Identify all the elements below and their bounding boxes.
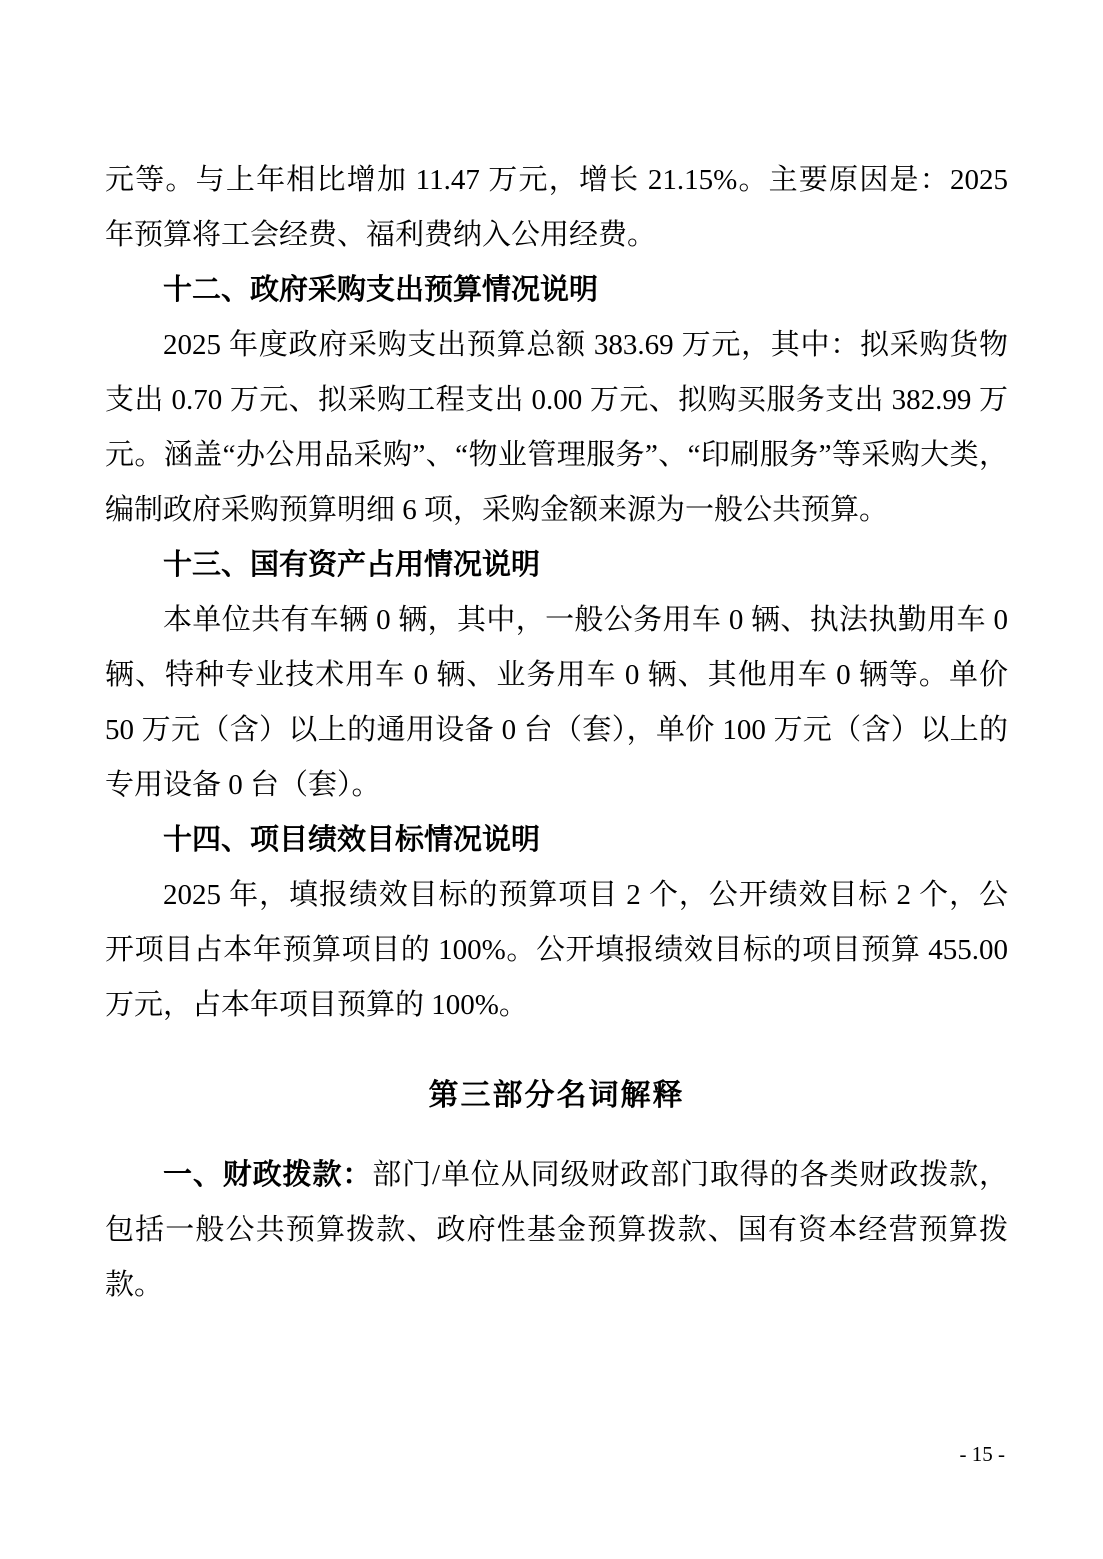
section-heading-14: 十四、项目绩效目标情况说明	[163, 824, 541, 856]
page-number: - 15 -	[959, 1442, 1005, 1466]
paragraph-carryover: 元等。与上年相比增加 11.47 万元，增长 21.15%。主要原因是：2025 年预算将工会经费、福利费纳入公用经费。	[105, 164, 1008, 251]
term-1-label: 一、财政拨款：	[163, 1159, 373, 1191]
part3-title: 第三部分名词解释	[428, 1079, 685, 1112]
term-definition-1	[105, 1148, 1008, 1313]
section-14-body: 2025 年，填报绩效目标的预算项目 2 个，公开绩效目标 2 个，公开项目占本年预算项目的 100%。公开填报绩效目标的项目预算 455.00 万元，占本年项目预算的 100%。	[105, 879, 1008, 1021]
section-heading-12: 十二、政府采购支出预算情况说明	[163, 274, 599, 306]
section-12-body: 2025 年度政府采购支出预算总额 383.69 万元，其中：拟采购货物支出 0.70 万元、拟采购工程支出 0.00 万元、拟购买服务支出 382.99 万元。涵盖“办公用品采购”、“物业管理服务”、“印刷服务”等采购大类，编制政府采购预算明细 6 项，采购金额来源为一般公共预算。	[105, 329, 1008, 526]
term-1-body: 部门/单位从同级财政部门取得的各类财政拨款，包括一般公共预算拨款、政府性基金预算拨款、国有资本经营预算拨款。	[105, 1159, 1008, 1301]
section-13-body: 本单位共有车辆 0 辆，其中，一般公务用车 0 辆、执法执勤用车 0 辆、特种专业技术用车 0 辆、业务用车 0 辆、其他用车 0 辆等。单价 50 万元（含）以上的通用设备 0 台（套），单价 100 万元（含）以上的专用设备 0 台（套）。	[105, 604, 1008, 801]
section-heading-13: 十三、国有资产占用情况说明	[163, 549, 541, 581]
